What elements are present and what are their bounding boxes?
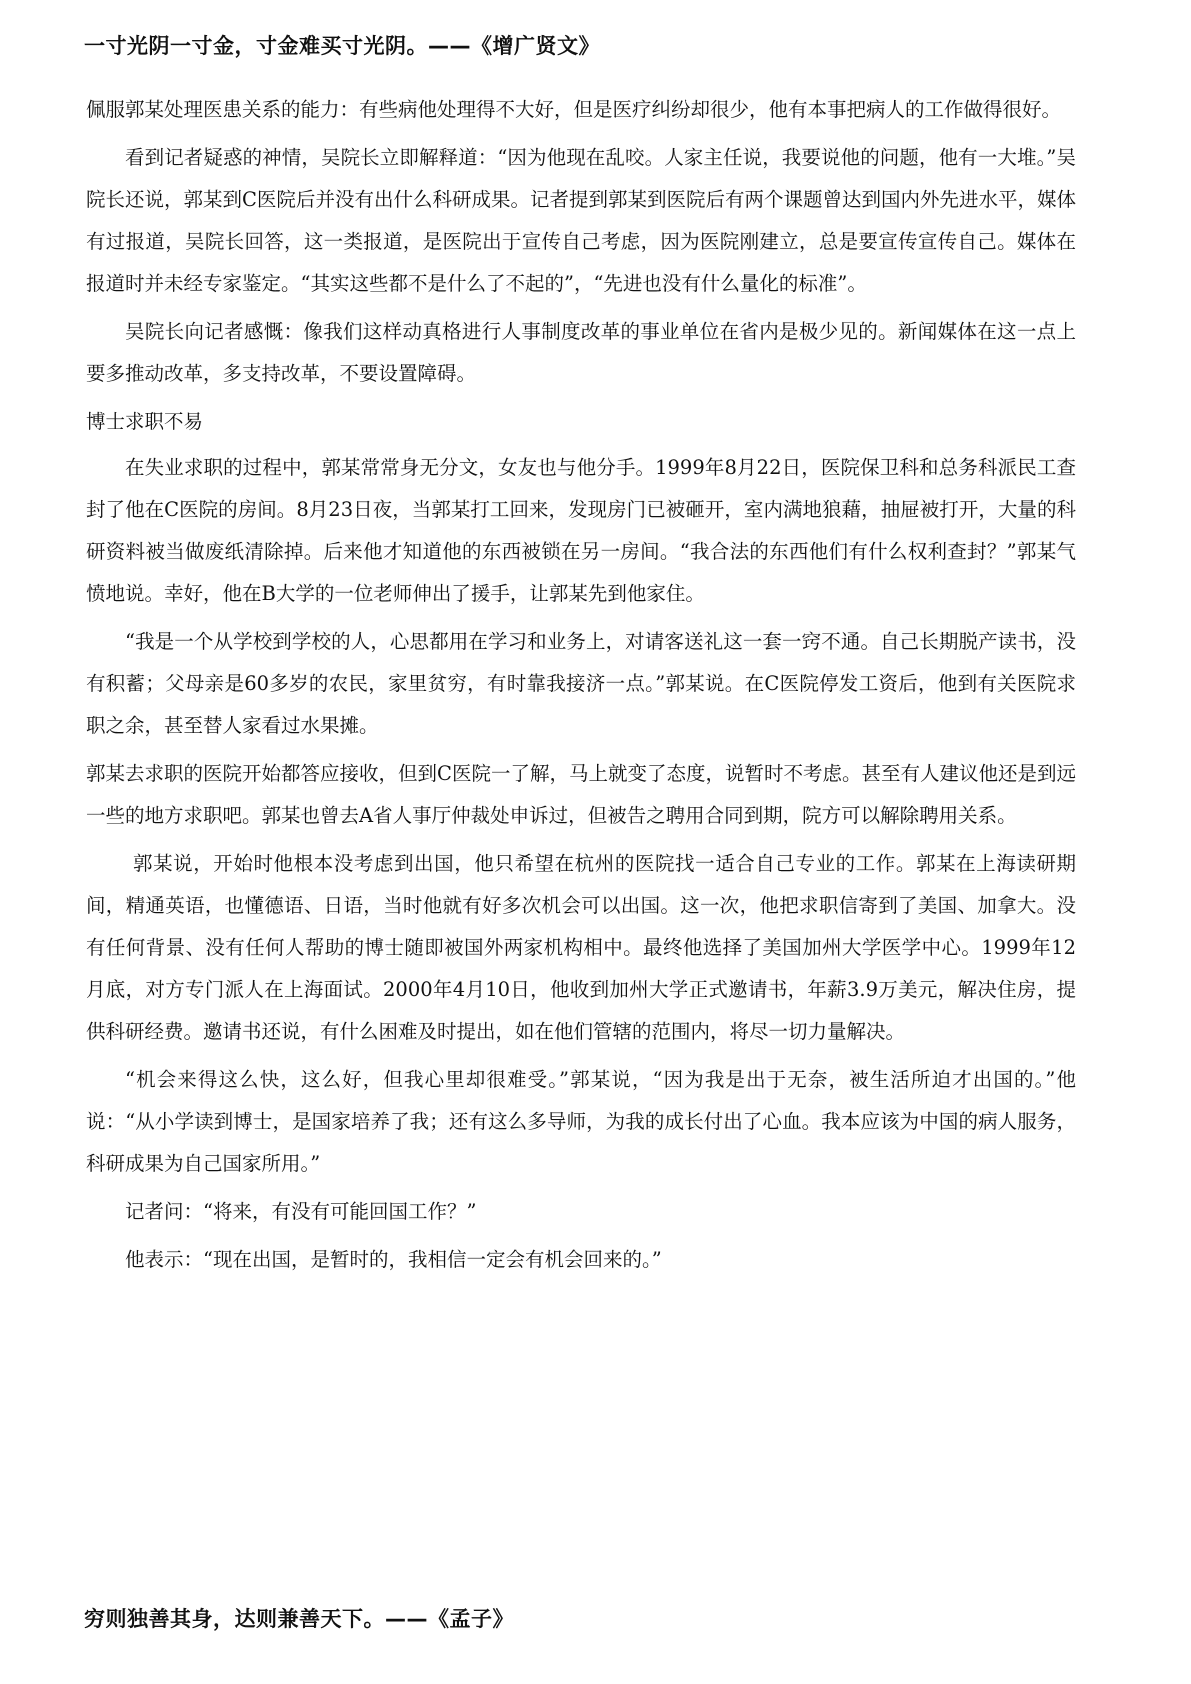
section-heading: 博士求职不易 (86, 410, 204, 433)
paragraph: 他表示：“现在出国，是暂时的，我相信一定会有机会回来的。” (125, 1248, 662, 1271)
paragraph: 看到记者疑惑的神情，吴院长立即解释道：“因为他现在乱咬。人家主任说，我要说他的问题，他有一大堆。”吴院长还说，郭某到C医院后并没有出什么科研成果。记者提到郭某到医院后有两个课题曾达到国内外先进水平，媒体有过报道，吴院长回答，这一类报道，是医院出于宣传自己考虑，因为医院刚建立，总是要宣传宣传自己。媒体在报道时并未经专家鉴定。“其实这些都不是什么了不起的”，“先进也没有什么量化的标准”。 (86, 146, 1076, 295)
paragraph: “机会来得这么快，这么好，但我心里却很难受。”郭某说，“因为我是出于无奈，被生活所迫才出国的。”他说：“从小学读到博士，是国家培养了我；还有这么多导师，为我的成长付出了心血。我本应该为中国的病人服务，科研成果为自己国家所用。” (86, 1068, 1076, 1175)
paragraph: “我是一个从学校到学校的人，心思都用在学习和业务上，对请客送礼这一套一窍不通。自己长期脱产读书，没有积蓄；父母亲是60多岁的农民，家里贫穷，有时靠我接济一点。”郭某说。在C医院停发工资后，他到有关医院求职之余，甚至替人家看过水果摊。 (86, 630, 1076, 737)
article-body (86, 89, 1076, 1287)
paragraph: 郭某说，开始时他根本没考虑到出国，他只希望在杭州的医院找一适合自己专业的工作。郭某在上海读研期间，精通英语，也懂德语、日语，当时他就有好多次机会可以出国。这一次，他把求职信寄到了美国、加拿大。没有任何背景、没有任何人帮助的博士随即被国外两家机构相中。最终他选择了美国加州大学医学中心。1999年12月底，对方专门派人在上海面试。2000年4月10日，他收到加州大学正式邀请书，年薪3.9万美元，解决住房，提供科研经费。邀请书还说，有什么困难及时提出，如在他们管辖的范围内，将尽一切力量解决。 (86, 852, 1076, 1043)
paragraph: 佩服郭某处理医患关系的能力：有些病他处理得不大好，但是医疗纠纷却很少，他有本事把病人的工作做得很好。 (86, 98, 1062, 121)
paragraph: 吴院长向记者感慨：像我们这样动真格进行人事制度改革的事业单位在省内是极少见的。新闻媒体在这一点上要多推动改革，多支持改革，不要设置障碍。 (86, 320, 1076, 385)
header-quote: 一寸光阴一寸金，寸金难买寸光阴。——《增广贤文》 (84, 34, 600, 58)
paragraph: 郭某去求职的医院开始都答应接收，但到C医院一了解，马上就变了态度，说暂时不考虑。甚至有人建议他还是到远一些的地方求职吧。郭某也曾去A省人事厅仲裁处申诉过，但被告之聘用合同到期，院方可以解除聘用关系。 (86, 762, 1076, 827)
footer-quote: 穷则独善其身，达则兼善天下。——《孟子》 (84, 1607, 514, 1631)
paragraph: 记者问：“将来，有没有可能回国工作？” (125, 1200, 477, 1223)
paragraph: 在失业求职的过程中，郭某常常身无分文，女友也与他分手。1999年8月22日，医院保卫科和总务科派民工查封了他在C医院的房间。8月23日夜，当郭某打工回来，发现房门已被砸开，室内满地狼藉，抽屉被打开，大量的科研资料被当做废纸清除掉。后来他才知道他的东西被锁在另一房间。“我合法的东西他们有什么权利查封？”郭某气愤地说。幸好，他在B大学的一位老师伸出了援手，让郭某先到他家住。 (86, 456, 1076, 605)
